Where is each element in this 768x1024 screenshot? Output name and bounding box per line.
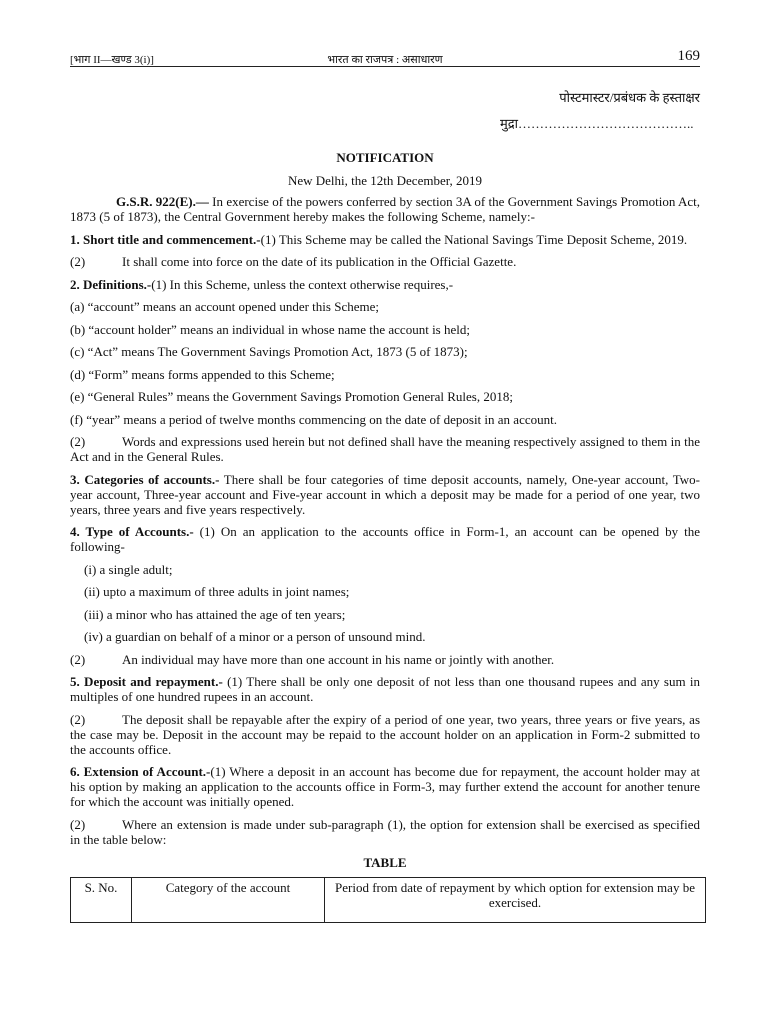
section-6-sub2-text: Where an extension is made under sub-paragraph (1), the option for extension shall be exercised as specified in the table below: [70,816,700,847]
page-number: 169 [677,48,700,64]
section-4-paragraph [70,524,700,554]
section-5-sub2-number: (2) [70,711,86,727]
section-2-sub2-number: (2) [70,434,86,449]
definition-item: (c) “Act” means The Government Savings Promotion Act, 1873 (5 of 1873); [70,344,468,359]
header-part-label: [भाग II—खण्ड 3(i)] [70,54,154,66]
section-4-heading: 4. Type of Accounts.- [70,524,194,539]
section-6-sub2-number: (2) [70,816,86,832]
table-title: TABLE [363,854,407,870]
extension-table [70,877,706,923]
section-6-sub2 [70,817,700,847]
gsr-intro-text: In exercise of the powers conferred by section 3A of the Government Savings Promotion Act, 1873 (5 of 1873), the Central Government hereby makes the following Scheme, namely:- [70,194,700,224]
header-gazette-title: भारत का राजपत्र : असाधारण [327,54,443,66]
account-type-item: (iv) a guardian on behalf of a minor or a person of unsound mind. [84,629,426,644]
section-1-paragraph [70,232,700,247]
definition-item: (b) “account holder” means an individual in whose name the account is held; [70,321,470,337]
section-4-text: (1) On an application to the accounts office in Form-1, an account can be opened by the following- [70,524,700,554]
section-2-sub2 [70,434,700,464]
definition-item: (e) “General Rules” means the Government Savings Promotion General Rules, 2018; [70,389,513,404]
section-6-text: (1) Where a deposit in an account has become due for repayment, the account holder may at his option by making an application to the accounts office in Form-3, may further extend the account for another tenure for which the account was initially opened. [70,764,701,809]
notification-title: NOTIFICATION [336,150,434,165]
section-3-text: There shall be four categories of time deposit accounts, namely, One-year account, Two-year account, Three-year account and Five-year account in which a deposit may be made for a period of one year, two years, three years and five years respectively. [70,471,700,517]
table-header-cell: S. No. [71,877,132,922]
section-5-paragraph [70,674,700,704]
section-5-sub2 [70,712,700,757]
section-1-heading: 1. Short title and commencement.- [70,231,261,247]
gsr-intro-paragraph [70,194,700,224]
section-3-heading: 3. Categories of accounts.- [70,471,220,487]
account-type-item: (ii) upto a maximum of three adults in joint names; [84,584,350,599]
section-1-text: (1) This Scheme may be called the National Savings Time Deposit Scheme, 2019. [260,231,688,247]
section-1-sub2 [70,254,700,269]
section-2-heading: 2. Definitions.- [70,276,152,292]
section-5-heading: 5. Deposit and repayment.- [70,674,223,689]
section-2-paragraph [70,277,700,292]
section-2-text: (1) In this Scheme, unless the context otherwise requires,- [151,276,454,292]
section-4-sub2-number: (2) [70,651,86,667]
gsr-reference: G.S.R. 922(E).— [116,194,209,209]
postmaster-signature-line: पोस्टमास्टर/प्रबंधक के हस्ताक्षर [559,90,700,105]
section-4-sub2 [70,652,700,667]
notification-body [70,194,700,923]
notification-date: New Delhi, the 12th December, 2019 [287,173,483,188]
section-6-heading: 6. Extension of Account.- [70,764,211,779]
definition-item: (f) “year” means a period of twelve months commencing on the date of deposit in an account. [70,411,557,427]
section-3-paragraph [70,472,700,517]
section-5-text: (1) There shall be only one deposit of not less than one thousand rupees and any sum in multiples of one hundred rupees in an account. [70,674,700,704]
stamp-line: मुद्रा………………………………….. [500,116,694,131]
section-4-sub2-text: An individual may have more than one account in his name or jointly with another. [122,651,555,667]
header-divider [70,66,700,67]
table-header-cell: Category of the account [132,877,325,922]
section-6-paragraph [70,764,700,809]
section-2-sub2-text: Words and expressions used herein but not defined shall have the meaning respectively assigned to them in the Act and in the General Rules. [70,434,700,464]
section-1-sub2-number: (2) [70,254,86,269]
account-type-item: (i) a single adult; [84,561,173,577]
page-header [70,44,700,66]
account-type-item: (iii) a minor who has attained the age of ten years; [84,606,346,622]
definition-item: (d) “Form” means forms appended to this Scheme; [70,366,335,382]
section-1-sub2-text: It shall come into force on the date of its publication in the Official Gazette. [122,254,517,269]
table-header-row [71,877,706,922]
definition-item: (a) “account” means an account opened under this Scheme; [70,299,379,314]
table-header-cell: Period from date of repayment by which option for extension may be exercised. [325,877,706,922]
section-5-sub2-text: The deposit shall be repayable after the expiry of a period of one year, two years, three years or five years, as the case may be. Deposit in the account may be repaid to the account holder on an application in Form-2 submitted to the accounts office. [70,711,700,757]
